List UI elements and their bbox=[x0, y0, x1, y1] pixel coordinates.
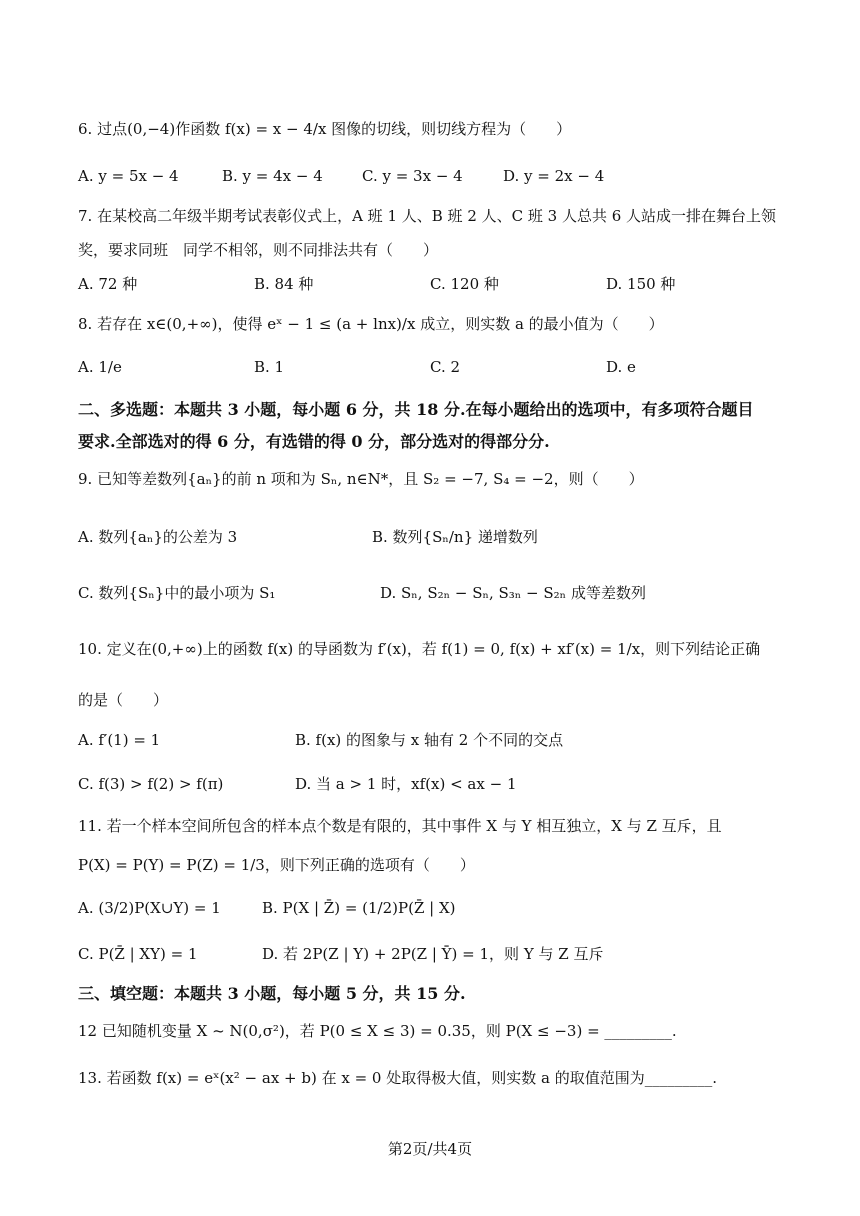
question-9-option-c: C. 数列{Sₙ}中的最小项为 S₁ bbox=[78, 584, 276, 602]
question-7-option-a: A. 72 种 bbox=[78, 275, 138, 293]
question-9-option-d: D. Sₙ, S₂ₙ − Sₙ, S₃ₙ − S₂ₙ 成等差数列 bbox=[380, 584, 646, 602]
question-6-option-b: B. y = 4x − 4 bbox=[222, 167, 323, 185]
question-11-stem-line1: 11. 若一个样本空间所包含的样本点个数是有限的，其中事件 X 与 Y 相互独立，X 与 Z 互斥，且 bbox=[78, 817, 722, 835]
question-10-option-b: B. f(x) 的图象与 x 轴有 2 个不同的交点 bbox=[295, 731, 564, 749]
question-10-option-d: D. 当 a > 1 时，xf(x) < ax − 1 bbox=[295, 775, 517, 793]
question-11-option-b: B. P(X | Z̄) = (1/2)P(Z̄ | X) bbox=[262, 899, 456, 917]
question-7-option-d: D. 150 种 bbox=[606, 275, 676, 293]
question-9-option-b: B. 数列{Sₙ/n} 递增数列 bbox=[372, 528, 538, 546]
question-10-stem-line2: 的是（ ） bbox=[78, 691, 169, 709]
question-6-option-d: D. y = 2x − 4 bbox=[503, 167, 605, 185]
question-7-stem-line2: 奖，要求同班 同学不相邻，则不同排法共有（ ） bbox=[78, 241, 439, 259]
question-9-stem: 9. 已知等差数列{aₙ}的前 n 项和为 Sₙ, n∈N*，且 S₂ = −7, S₄ = −2，则（ ） bbox=[78, 470, 644, 488]
question-13: 13. 若函数 f(x) = eˣ(x² − ax + b) 在 x = 0 处取得极大值，则实数 a 的取值范围为_________. bbox=[78, 1069, 717, 1087]
question-10-stem-line1: 10. 定义在(0,+∞)上的函数 f(x) 的导函数为 f′(x)，若 f(1) = 0, f(x) + xf′(x) = 1/x，则下列结论正确 bbox=[78, 640, 761, 658]
question-11-option-a: A. (3/2)P(X∪Y) = 1 bbox=[78, 899, 221, 917]
question-11-stem-line2: P(X) = P(Y) = P(Z) = 1/3，则下列正确的选项有（ ） bbox=[78, 856, 475, 874]
question-8-option-c: C. 2 bbox=[430, 358, 461, 376]
question-8-option-d: D. e bbox=[606, 358, 636, 376]
question-7-option-b: B. 84 种 bbox=[254, 275, 314, 293]
question-7-stem-line1: 7. 在某校高二年级半期考试表彰仪式上，A 班 1 人、B 班 2 人、C 班 3 人总共 6 人站成一排在舞台上领 bbox=[78, 207, 777, 225]
section-3-heading: 三、填空题：本题共 3 小题，每小题 5 分，共 15 分. bbox=[78, 984, 466, 1003]
question-8-option-a: A. 1/e bbox=[78, 358, 122, 376]
question-6-option-c: C. y = 3x − 4 bbox=[362, 167, 463, 185]
section-2-heading-line2: 要求.全部选对的得 6 分，有选错的得 0 分，部分选对的得部分分. bbox=[78, 432, 550, 451]
section-2-heading-line1: 二、多选题：本题共 3 小题，每小题 6 分，共 18 分.在每小题给出的选项中，有多项符合题目 bbox=[78, 400, 754, 419]
question-6-stem: 6. 过点(0,−4)作函数 f(x) = x − 4/x 图像的切线，则切线方程为（ ） bbox=[78, 120, 572, 138]
page-footer: 第2页/共4页 bbox=[387, 1140, 473, 1158]
question-11-option-c: C. P(Z̄ | XY) = 1 bbox=[78, 945, 198, 963]
question-8-option-b: B. 1 bbox=[254, 358, 285, 376]
question-10-option-a: A. f′(1) = 1 bbox=[78, 731, 161, 749]
question-9-option-a: A. 数列{aₙ}的公差为 3 bbox=[78, 528, 238, 546]
question-10-option-c: C. f(3) > f(2) > f(π) bbox=[78, 775, 224, 793]
question-7-option-c: C. 120 种 bbox=[430, 275, 499, 293]
question-12: 12 已知随机变量 X ~ N(0,σ²)，若 P(0 ≤ X ≤ 3) = 0.35，则 P(X ≤ −3) = _________. bbox=[78, 1022, 677, 1040]
question-8-stem: 8. 若存在 x∈(0,+∞)，使得 eˣ − 1 ≤ (a + lnx)/x 成立，则实数 a 的最小值为（ ） bbox=[78, 315, 664, 333]
question-11-option-d: D. 若 2P(Z | Y) + 2P(Z | Ȳ) = 1，则 Y 与 Z 互斥 bbox=[262, 945, 604, 963]
question-6-option-a: A. y = 5x − 4 bbox=[78, 167, 179, 185]
